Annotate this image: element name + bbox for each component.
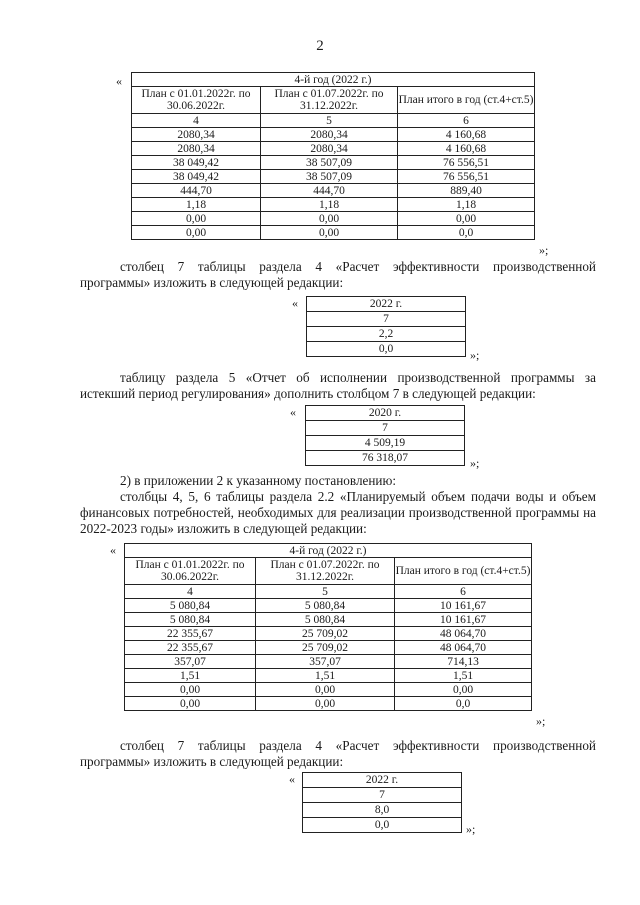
open-quote: « — [290, 405, 296, 419]
open-quote: « — [292, 296, 298, 310]
cell: 5 080,84 — [256, 599, 395, 613]
cell: 444,70 — [132, 184, 261, 198]
cell: 38 507,09 — [261, 170, 398, 184]
report-table — [305, 405, 465, 466]
open-quote: « — [289, 772, 295, 786]
cell: 1,18 — [398, 198, 535, 212]
col-num: 6 — [395, 585, 532, 599]
cell: 48 064,70 — [395, 641, 532, 655]
cell: 7 — [306, 421, 465, 436]
cell: 889,40 — [398, 184, 535, 198]
table-row — [132, 142, 535, 156]
header-cell: План итого в год (ст.4+ст.5) — [395, 558, 532, 585]
cell: 0,00 — [256, 683, 395, 697]
table-row — [132, 212, 535, 226]
cell: 4 509,19 — [306, 436, 465, 451]
table-row — [132, 198, 535, 212]
col-num: 5 — [256, 585, 395, 599]
cell: 76 556,51 — [398, 156, 535, 170]
open-quote: « — [110, 543, 116, 557]
header-cell: План с 01.07.2022г. по 31.12.2022г. — [256, 558, 395, 585]
table-row — [125, 669, 532, 683]
header-cell: План с 01.07.2022г. по 31.12.2022г. — [261, 87, 398, 114]
cell: 444,70 — [261, 184, 398, 198]
cell: 22 355,67 — [125, 627, 256, 641]
table-row — [132, 184, 535, 198]
cell: 2080,34 — [132, 142, 261, 156]
cell: 1,51 — [256, 669, 395, 683]
cell: 4 160,68 — [398, 128, 535, 142]
cell: 10 161,67 — [395, 613, 532, 627]
cell: 1,18 — [132, 198, 261, 212]
table-row — [125, 641, 532, 655]
cell: 25 709,02 — [256, 627, 395, 641]
table-title: 4-й год (2022 г.) — [132, 73, 535, 87]
table-row — [125, 683, 532, 697]
cell: 76 556,51 — [398, 170, 535, 184]
table-row — [132, 128, 535, 142]
paragraph: столбцы 4, 5, 6 таблицы раздела 2.2 «Планируемый объем подачи воды и объем финансовых потребностей, необходимых для реализации производственной программы на 2022-2023 годы» изложить в следующей редакции: — [80, 489, 596, 536]
close-quote: »; — [539, 243, 549, 257]
col-num: 4 — [132, 114, 261, 128]
cell: 0,0 — [398, 226, 535, 240]
cell: 0,00 — [261, 226, 398, 240]
header-cell: План с 01.01.2022г. по 30.06.2022г. — [125, 558, 256, 585]
cell: 0,00 — [132, 212, 261, 226]
close-quote: »; — [470, 456, 480, 470]
col-num: 6 — [398, 114, 535, 128]
cell: 2022 г. — [303, 773, 462, 788]
cell: 1,51 — [125, 669, 256, 683]
cell: 48 064,70 — [395, 627, 532, 641]
cell: 2080,34 — [261, 142, 398, 156]
cell: 25 709,02 — [256, 641, 395, 655]
table-title: 4-й год (2022 г.) — [125, 544, 532, 558]
cell: 0,00 — [125, 697, 256, 711]
close-quote: »; — [466, 822, 476, 836]
cell: 10 161,67 — [395, 599, 532, 613]
cell: 2080,34 — [261, 128, 398, 142]
paragraph: столбец 7 таблицы раздела 4 «Расчет эффективности производственной программы» изложить в следующей редакции: — [80, 259, 596, 290]
cell: 1,18 — [261, 198, 398, 212]
cell: 4 160,68 — [398, 142, 535, 156]
cell: 76 318,07 — [306, 451, 465, 466]
cell: 0,00 — [256, 697, 395, 711]
table-row — [125, 627, 532, 641]
table-row — [132, 156, 535, 170]
close-quote: »; — [536, 714, 546, 728]
cell: 2080,34 — [132, 128, 261, 142]
cell: 38 049,42 — [132, 156, 261, 170]
header-cell: План с 01.01.2022г. по 30.06.2022г. — [132, 87, 261, 114]
paragraph: таблицу раздела 5 «Отчет об исполнении производственной программы за истекший период регулирования» дополнить столбцом 7 в следующей редакции: — [80, 370, 596, 401]
cell: 0,0 — [307, 342, 466, 357]
cell: 8,0 — [303, 803, 462, 818]
cell: 5 080,84 — [125, 613, 256, 627]
cell: 5 080,84 — [125, 599, 256, 613]
cell: 2022 г. — [307, 297, 466, 312]
table-row — [125, 655, 532, 669]
header-cell: План итого в год (ст.4+ст.5) — [398, 87, 535, 114]
efficiency-table-2 — [302, 772, 462, 833]
cell: 38 507,09 — [261, 156, 398, 170]
cell: 2020 г. — [306, 406, 465, 421]
cell: 0,00 — [125, 683, 256, 697]
cell: 0,00 — [398, 212, 535, 226]
plan-table-1 — [131, 72, 535, 240]
paragraph: 2) в приложении 2 к указанному постановлению: — [120, 473, 397, 488]
table-row — [125, 613, 532, 627]
open-quote: « — [116, 74, 122, 88]
cell: 0,00 — [395, 683, 532, 697]
cell: 38 049,42 — [132, 170, 261, 184]
cell: 0,00 — [261, 212, 398, 226]
cell: 0,0 — [395, 697, 532, 711]
col-num: 4 — [125, 585, 256, 599]
table-row — [132, 226, 535, 240]
paragraph: столбец 7 таблицы раздела 4 «Расчет эффективности производственной программы» изложить в следующей редакции: — [80, 738, 596, 769]
table-row — [132, 170, 535, 184]
cell: 0,00 — [132, 226, 261, 240]
cell: 357,07 — [125, 655, 256, 669]
col-num: 5 — [261, 114, 398, 128]
cell: 5 080,84 — [256, 613, 395, 627]
cell: 7 — [303, 788, 462, 803]
cell: 1,51 — [395, 669, 532, 683]
table-row — [125, 697, 532, 711]
cell: 714,13 — [395, 655, 532, 669]
efficiency-table-1 — [306, 296, 466, 357]
cell: 22 355,67 — [125, 641, 256, 655]
cell: 0,0 — [303, 818, 462, 833]
page-number: 2 — [316, 38, 324, 54]
cell: 7 — [307, 312, 466, 327]
close-quote: »; — [470, 348, 480, 362]
cell: 357,07 — [256, 655, 395, 669]
cell: 2,2 — [307, 327, 466, 342]
plan-table-2 — [124, 543, 532, 711]
table-row — [125, 599, 532, 613]
